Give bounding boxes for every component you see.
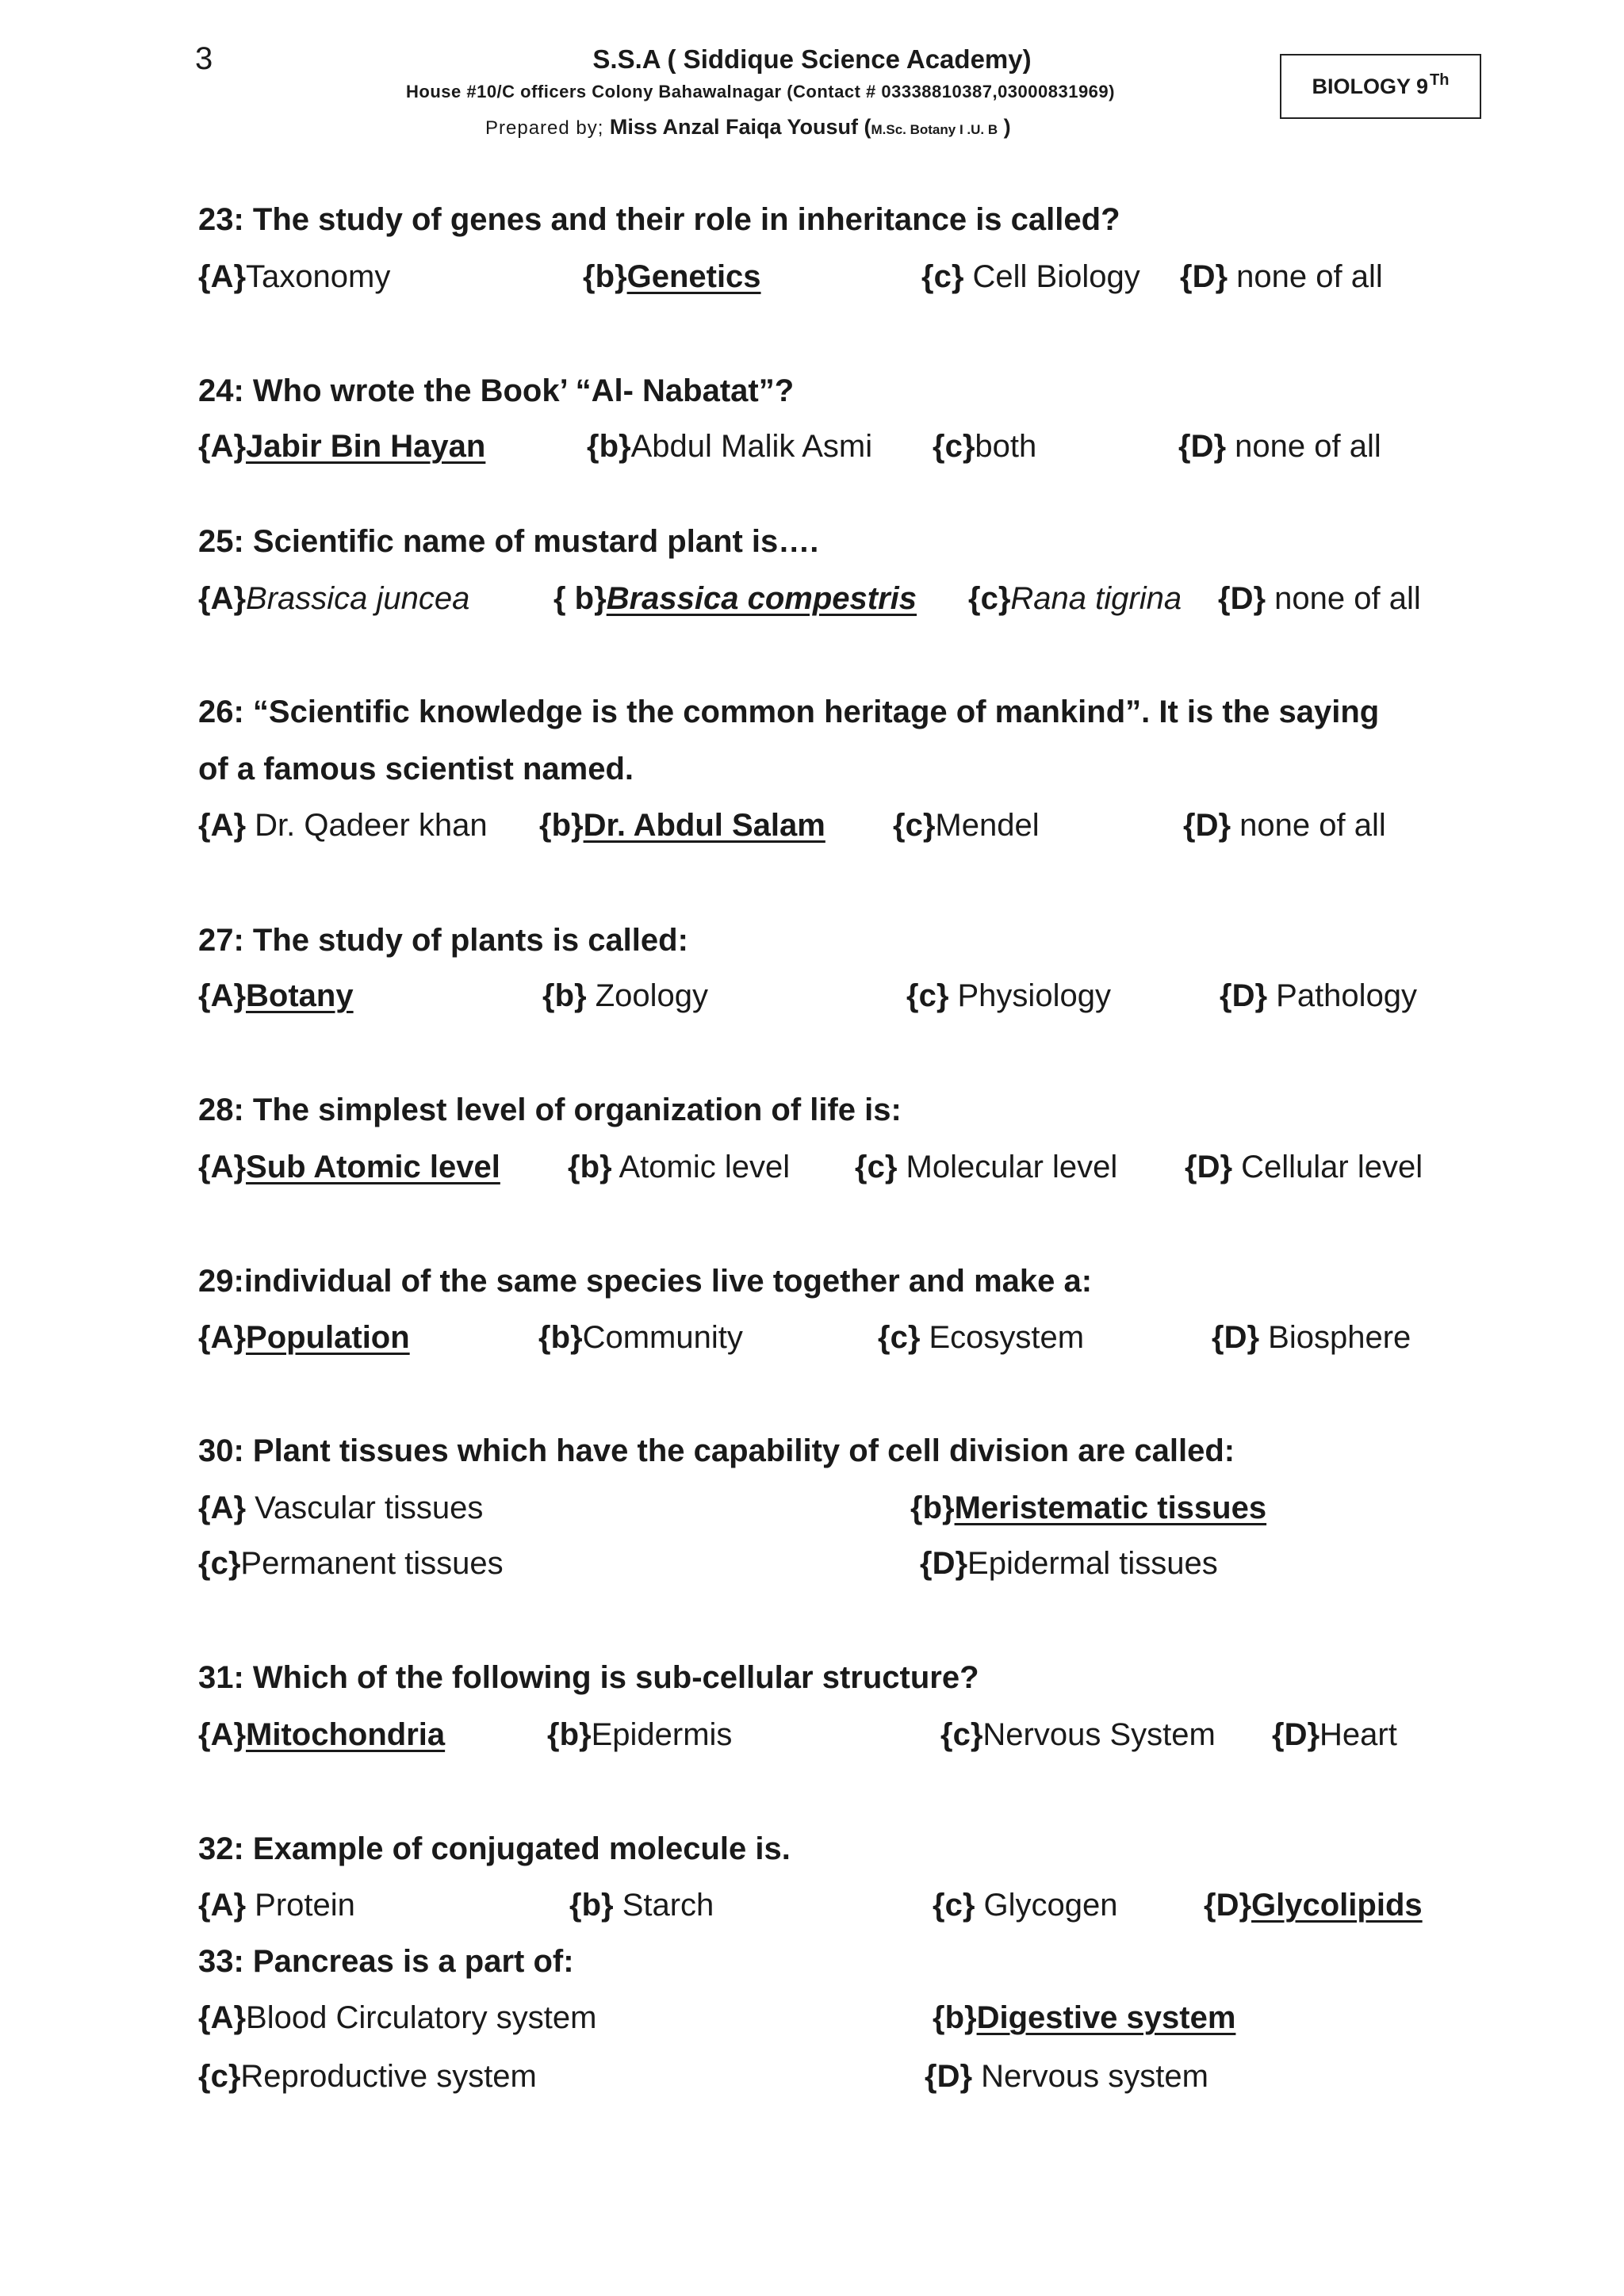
option-key: {D} xyxy=(1183,808,1231,843)
option-key: {b} xyxy=(583,259,627,294)
option-d xyxy=(1185,1150,1423,1185)
option-b-answer xyxy=(553,581,917,617)
option-c xyxy=(933,1888,1118,1923)
option-text: Dr. Abdul Salam xyxy=(583,808,825,843)
option-text: Rana tigrina xyxy=(1010,581,1182,616)
prepared-by-qualification: M.Sc. Botany I .U. B xyxy=(871,122,998,137)
option-d xyxy=(925,2059,1208,2095)
question-text: 25: Scientific name of mustard plant is…. xyxy=(198,524,819,559)
option-key: {c} xyxy=(893,808,936,843)
option-a xyxy=(198,808,488,844)
option-text: both xyxy=(975,429,1037,464)
option-key: {A} xyxy=(198,1490,247,1525)
option-text: Brassica compestris xyxy=(606,581,917,616)
option-key: {b} xyxy=(568,1150,612,1184)
option-key: {D} xyxy=(1178,429,1227,464)
option-text: Population xyxy=(246,1320,410,1355)
option-text: Protein xyxy=(246,1888,355,1923)
question-text: 28: The simplest level of organization of life is: xyxy=(198,1093,902,1127)
question-text: 29:individual of the same species live together and make a: xyxy=(198,1264,1093,1299)
option-text: Reproductive system xyxy=(240,2059,537,2094)
option-key: {b} xyxy=(587,429,631,464)
subject-box xyxy=(1280,54,1481,119)
option-key: {c} xyxy=(198,1546,241,1581)
option-text: Pathology xyxy=(1267,978,1418,1013)
prepared-by-label: Prepared by; xyxy=(485,117,604,139)
option-text: none of all xyxy=(1266,581,1421,616)
option-text: Brassica juncea xyxy=(246,581,470,616)
question-text-line-2: of a famous scientist named. xyxy=(198,752,634,786)
option-d-answer xyxy=(1204,1888,1423,1923)
option-key: {b} xyxy=(910,1490,955,1525)
subject-label: BIOLOGY 9 xyxy=(1312,74,1429,98)
option-key: {A} xyxy=(198,1150,247,1184)
page-number: 3 xyxy=(195,41,213,76)
question-text-line-1: 26: “Scientific knowledge is the common heritage of mankind”. It is the saying xyxy=(198,695,1380,729)
option-a xyxy=(198,1888,355,1923)
option-text: Zoology xyxy=(586,978,708,1013)
option-text: Dr. Qadeer khan xyxy=(246,808,488,843)
question-text: 27: The study of plants is called: xyxy=(198,923,688,958)
subject-superscript: Th xyxy=(1430,71,1450,89)
option-text: Taxonomy xyxy=(246,259,391,294)
option-text: Jabir Bin Hayan xyxy=(246,429,486,464)
option-text: Molecular level xyxy=(897,1150,1118,1184)
question-text: 33: Pancreas is a part of: xyxy=(198,1944,574,1979)
option-text: Nervous system xyxy=(972,2059,1208,2094)
prepared-by xyxy=(485,115,1011,140)
option-key: {A} xyxy=(198,978,247,1013)
option-a xyxy=(198,581,469,617)
option-text: Botany xyxy=(246,978,354,1013)
option-key: {c} xyxy=(933,1888,975,1923)
option-text: Abdul Malik Asmi xyxy=(630,429,873,464)
question-text: 23: The study of genes and their role in inheritance is called? xyxy=(198,202,1120,237)
option-b xyxy=(569,1888,714,1923)
option-key: {A} xyxy=(198,2000,247,2035)
option-c xyxy=(921,259,1140,295)
option-d xyxy=(1272,1717,1397,1753)
question-text: 31: Which of the following is sub-cellular structure? xyxy=(198,1660,979,1695)
academy-title: S.S.A ( Siddique Science Academy) xyxy=(592,44,1032,74)
option-key: {c} xyxy=(921,259,964,294)
prepared-by-close: ) xyxy=(998,115,1011,139)
option-key: {A} xyxy=(198,1320,247,1355)
option-b xyxy=(542,978,708,1014)
option-key: {D} xyxy=(1180,259,1228,294)
option-key: {c} xyxy=(878,1320,921,1355)
option-b xyxy=(538,1320,743,1356)
option-b-answer xyxy=(933,2000,1235,2036)
option-c xyxy=(968,581,1182,617)
option-a-answer xyxy=(198,1320,410,1356)
prepared-by-name: Miss Anzal Faiqa Yousuf ( xyxy=(603,115,871,139)
option-text: Physiology xyxy=(948,978,1111,1013)
option-text: Digestive system xyxy=(976,2000,1236,2035)
option-text: Cell Biology xyxy=(963,259,1140,294)
option-d xyxy=(1212,1320,1411,1356)
option-d xyxy=(1183,808,1386,844)
option-d xyxy=(1218,581,1421,617)
option-key: {c} xyxy=(968,581,1011,616)
option-text: Cellular level xyxy=(1232,1150,1423,1184)
option-a-answer xyxy=(198,1717,445,1753)
option-key: {c} xyxy=(855,1150,898,1184)
academy-address: House #10/C officers Colony Bahawalnagar (Contact # 03338810387,03000831969) xyxy=(406,82,1115,101)
question-text: 32: Example of conjugated molecule is. xyxy=(198,1831,791,1866)
option-key: {A} xyxy=(198,581,247,616)
option-c xyxy=(198,2059,537,2095)
option-key: { b} xyxy=(553,581,607,616)
option-text: Epidermal tissues xyxy=(967,1546,1218,1581)
option-key: {b} xyxy=(933,2000,977,2035)
option-text: Biosphere xyxy=(1259,1320,1411,1355)
option-d xyxy=(1220,978,1417,1014)
option-text: Permanent tissues xyxy=(240,1546,504,1581)
option-text: Mitochondria xyxy=(246,1717,446,1752)
option-key: {b} xyxy=(539,808,584,843)
option-b xyxy=(568,1150,790,1185)
option-b-answer xyxy=(583,259,761,295)
option-key: {c} xyxy=(940,1717,983,1752)
option-text: Meristematic tissues xyxy=(954,1490,1267,1525)
option-c xyxy=(893,808,1040,844)
option-d xyxy=(1180,259,1383,295)
option-key: {b} xyxy=(569,1888,614,1923)
option-text: Glycogen xyxy=(975,1888,1118,1923)
question-text: 30: Plant tissues which have the capability of cell division are called: xyxy=(198,1433,1235,1468)
option-text: Nervous System xyxy=(982,1717,1216,1752)
option-text: Sub Atomic level xyxy=(246,1150,500,1184)
option-text: Atomic level xyxy=(611,1150,791,1184)
option-key: {D} xyxy=(1212,1320,1260,1355)
option-key: {D} xyxy=(1272,1717,1320,1752)
option-key: {D} xyxy=(1220,978,1268,1013)
option-text: Glycolipids xyxy=(1251,1888,1423,1923)
option-text: none of all xyxy=(1231,808,1386,843)
option-key: {b} xyxy=(538,1320,583,1355)
option-d xyxy=(920,1546,1218,1582)
option-key: {A} xyxy=(198,1717,247,1752)
option-text: Starch xyxy=(613,1888,714,1923)
option-key: {c} xyxy=(933,429,975,464)
option-a-answer xyxy=(198,1150,500,1185)
option-b xyxy=(547,1717,732,1753)
option-key: {A} xyxy=(198,808,247,843)
question-text: 24: Who wrote the Book’ “Al- Nabatat”? xyxy=(198,373,795,408)
option-key: {b} xyxy=(542,978,587,1013)
option-key: {A} xyxy=(198,1888,247,1923)
option-b-answer xyxy=(910,1490,1266,1526)
option-key: {D} xyxy=(1204,1888,1252,1923)
option-b-answer xyxy=(539,808,825,844)
option-c xyxy=(198,1546,504,1582)
option-text: none of all xyxy=(1228,259,1383,294)
option-a-answer xyxy=(198,429,485,465)
option-c xyxy=(906,978,1111,1014)
option-text: none of all xyxy=(1226,429,1381,464)
option-text: Blood Circulatory system xyxy=(246,2000,597,2035)
option-key: {c} xyxy=(198,2059,241,2094)
option-d xyxy=(1178,429,1381,465)
option-text: Vascular tissues xyxy=(246,1490,484,1525)
option-a xyxy=(198,2000,596,2036)
option-key: {c} xyxy=(906,978,949,1013)
option-key: {D} xyxy=(1185,1150,1233,1184)
option-a xyxy=(198,259,390,295)
option-key: {A} xyxy=(198,429,247,464)
option-key: {b} xyxy=(547,1717,592,1752)
option-c xyxy=(878,1320,1084,1356)
option-key: {D} xyxy=(1218,581,1266,616)
option-c xyxy=(940,1717,1216,1753)
option-text: Heart xyxy=(1320,1717,1397,1752)
option-key: {D} xyxy=(925,2059,973,2094)
option-text: Epidermis xyxy=(591,1717,733,1752)
option-c xyxy=(855,1150,1117,1185)
option-a xyxy=(198,1490,483,1526)
option-text: Community xyxy=(582,1320,743,1355)
option-c xyxy=(933,429,1036,465)
option-key: {A} xyxy=(198,259,247,294)
option-key: {D} xyxy=(920,1546,968,1581)
option-text: Genetics xyxy=(626,259,761,294)
option-b xyxy=(587,429,872,465)
option-text: Mendel xyxy=(935,808,1040,843)
option-text: Ecosystem xyxy=(920,1320,1085,1355)
option-a-answer xyxy=(198,978,354,1014)
